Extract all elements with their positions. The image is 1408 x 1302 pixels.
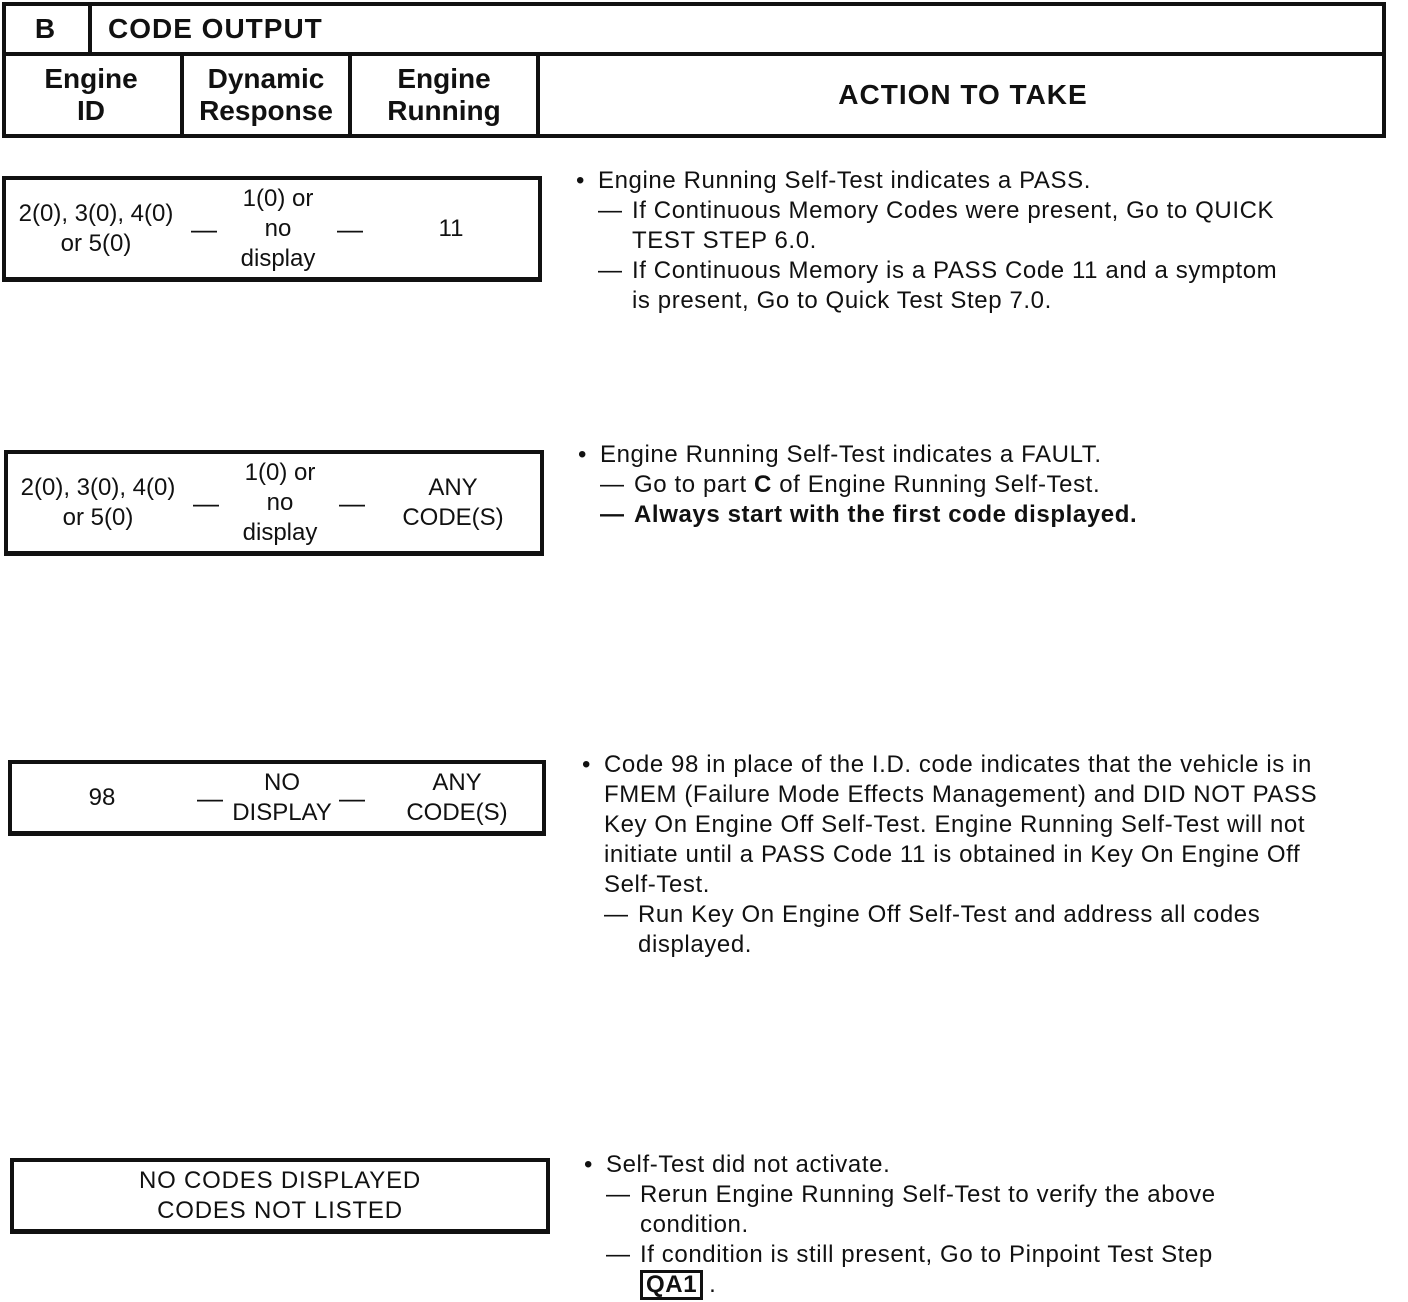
col-header-dynamic-response: Dynamic Response (184, 52, 352, 138)
action-block-row-1 (576, 166, 1296, 316)
action-sub-item: — Run Key On Engine Off Self-Test and address all codes displayed. (604, 901, 1261, 958)
dynamic-response-value: 1(0) or no display (242, 458, 318, 546)
action-bullet: • Self-Test did not activate. (584, 1151, 891, 1178)
code-box-row-2 (4, 450, 544, 556)
action-block-row-3 (582, 750, 1322, 960)
col-header-engine-running: Engine Running (352, 52, 540, 138)
no-codes-label: NO CODES DISPLAYED CODES NOT LISTED (138, 1166, 422, 1224)
col-header-engine-id: Engine ID (2, 52, 184, 138)
dash-separator: — (339, 487, 365, 518)
dash-separator: — (337, 213, 363, 244)
action-block-row-2 (578, 440, 1298, 530)
dash-separator: — (193, 487, 219, 518)
action-bullet: • Engine Running Self-Test indicates a FAULT. (578, 441, 1102, 468)
dynamic-response-value: NO DISPLAY (232, 768, 332, 826)
code-box-row-3 (8, 760, 546, 836)
section-letter: B (2, 2, 92, 56)
action-sub-item: — Rerun Engine Running Self-Test to verify the above condition. (606, 1181, 1216, 1238)
action-sub-item: — Go to part C of Engine Running Self-Test. (600, 471, 1101, 498)
pinpoint-test-qa1-link[interactable]: QA1 (640, 1270, 703, 1300)
dash-separator: — (197, 782, 223, 813)
engine-running-value: ANY CODE(S) (402, 473, 504, 531)
action-sub-item: — If Continuous Memory is a PASS Code 11 and a symptom is present, Go to Quick Test Step 7.0. (598, 257, 1278, 314)
dynamic-response-value: 1(0) or no display (240, 184, 316, 272)
section-title: CODE OUTPUT (108, 13, 323, 44)
engine-id-value: 2(0), 3(0), 4(0) or 5(0) (18, 199, 174, 257)
engine-running-value: ANY CODE(S) (406, 768, 508, 826)
dash-separator: — (191, 213, 217, 244)
engine-running-value: 11 (438, 214, 464, 242)
dash-separator: — (339, 782, 365, 813)
code-box-row-4 (10, 1158, 550, 1234)
code-box-row-1 (2, 176, 542, 282)
action-block-row-4 (584, 1150, 1324, 1300)
action-sub-item: — If condition is still present, Go to Pinpoint Test Step QA1 . (606, 1241, 1213, 1298)
action-bullet: • Code 98 in place of the I.D. code indicates that the vehicle is in FMEM (Failure Mode Effects Management) and DID NOT PASS Key On Engine Off Self-Test. Engine Running Self-Test will not initiate until a PASS Code 11 is obtained in Key On Engine Off Self-Test. (582, 751, 1318, 898)
action-bullet: • Engine Running Self-Test indicates a PASS. (576, 167, 1092, 194)
engine-id-value: 2(0), 3(0), 4(0) or 5(0) (20, 473, 176, 531)
action-sub-item: — If Continuous Memory Codes were present, Go to QUICK TEST STEP 6.0. (598, 197, 1275, 254)
engine-id-value: 98 (88, 783, 116, 811)
action-sub-item: — Always start with the first code displayed. (600, 501, 1138, 528)
col-header-action: ACTION TO TAKE (838, 79, 1088, 110)
